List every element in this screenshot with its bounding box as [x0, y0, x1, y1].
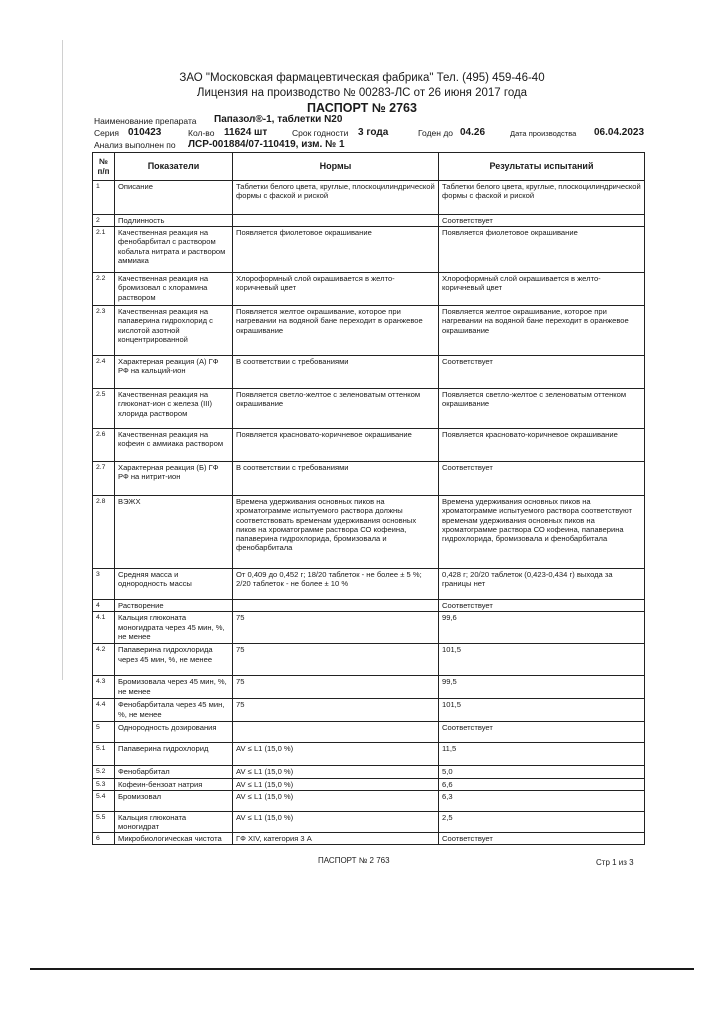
table-row	[93, 600, 645, 612]
cell-norm: AV ≤ L1 (15,0 %)	[233, 811, 439, 832]
cell-indicator: Подлинность	[115, 215, 233, 227]
cell-result: Соответствует	[439, 462, 645, 496]
prod-label: Дата производства	[510, 129, 577, 138]
cell-num: 2.8	[93, 496, 115, 569]
cell-result: Соответствует	[439, 600, 645, 612]
cell-norm	[233, 215, 439, 227]
cell-indicator: Бромизовала через 45 мин, %, не менее	[115, 676, 233, 699]
cell-num: 2.2	[93, 273, 115, 306]
table-row	[93, 181, 645, 215]
drug-value: Папазол®-1, таблетки N20	[214, 114, 343, 125]
cell-result: 99,6	[439, 612, 645, 644]
table-row	[93, 790, 645, 811]
cell-result: Соответствует	[439, 215, 645, 227]
cell-norm: AV ≤ L1 (15,0 %)	[233, 766, 439, 778]
cell-indicator: Характерная реакция (А) ГФ РФ на кальций-ион	[115, 356, 233, 389]
cell-indicator: Кофеин-бензоат натрия	[115, 778, 233, 790]
cell-num: 2.3	[93, 306, 115, 356]
table-row	[93, 743, 645, 766]
analysis-value: ЛСР-001884/07-110419, изм. № 1	[188, 139, 345, 150]
table-row	[93, 389, 645, 429]
qty-label: Кол-во	[188, 128, 215, 138]
cell-indicator: Фенобарбитал	[115, 766, 233, 778]
cell-norm: AV ≤ L1 (15,0 %)	[233, 778, 439, 790]
cell-norm: ГФ XIV, категория 3 А	[233, 833, 439, 845]
table-row	[93, 227, 645, 273]
table-row	[93, 699, 645, 722]
table-row	[93, 356, 645, 389]
license-line: Лицензия на производство № 00283-ЛС от 26 июня 2017 года	[196, 87, 528, 99]
cell-num: 5.1	[93, 743, 115, 766]
cell-indicator: Кальция глюконата моногидрата через 45 мин, %, не менее	[115, 612, 233, 644]
cell-indicator: Бромизовал	[115, 790, 233, 811]
cell-num: 5.2	[93, 766, 115, 778]
table-row	[93, 766, 645, 778]
shelf-label: Срок годности	[292, 128, 349, 138]
series-label: Серия	[94, 128, 119, 138]
cell-indicator: Качественная реакция на папаверина гидрохлорид с кислотой азотной концентрированной	[115, 306, 233, 356]
cell-indicator: Папаверина гидрохлорид	[115, 743, 233, 766]
cell-result: 101,5	[439, 699, 645, 722]
drug-label: Наименование препарата	[94, 116, 197, 126]
analysis-label: Анализ выполнен по	[94, 140, 176, 150]
cell-indicator: Качественная реакция на бромизовал с хлорамина раствором	[115, 273, 233, 306]
table-row	[93, 811, 645, 832]
table-row	[93, 644, 645, 676]
cell-indicator: Средняя масса и однородность массы	[115, 569, 233, 600]
table-row	[93, 273, 645, 306]
cell-result: Времена удерживания основных пиков на хроматограмме испытуемого раствора соответствуют временам удерживания основных пиков на хроматограмме раствора СО кофеина, папаверина гидрохлорида, бромизовала и фенобарбитала	[439, 496, 645, 569]
cell-result: 11,5	[439, 743, 645, 766]
passport-table	[92, 152, 645, 845]
table-row	[93, 722, 645, 743]
cell-num: 2.5	[93, 389, 115, 429]
cell-norm: Появляется красновато-коричневое окрашивание	[233, 429, 439, 462]
cell-result: Соответствует	[439, 356, 645, 389]
cell-num: 1	[93, 181, 115, 215]
cell-num: 3	[93, 569, 115, 600]
cell-num: 4.3	[93, 676, 115, 699]
cell-result: Хлороформный слой окрашивается в желто-коричневый цвет	[439, 273, 645, 306]
valid-value: 04.26	[460, 127, 486, 138]
cell-result: Появляется желтое окрашивание, которое при нагревании на водяной бане переходит в оранжевое окрашивание	[439, 306, 645, 356]
cell-result: 99,5	[439, 676, 645, 699]
cell-result: Таблетки белого цвета, круглые, плоскоцилиндрической формы с фаской и риской	[439, 181, 645, 215]
cell-num: 4.4	[93, 699, 115, 722]
cell-norm: Появляется желтое окрашивание, которое при нагревании на водяной бане переходит в оранжевое окрашивание	[233, 306, 439, 356]
cell-num: 4.1	[93, 612, 115, 644]
cell-result: Появляется светло-желтое с зеленоватым оттенком окрашивание	[439, 389, 645, 429]
cell-indicator: Описание	[115, 181, 233, 215]
cell-norm: Появляется фиолетовое окрашивание	[233, 227, 439, 273]
col-header-indicator: Показатели	[115, 153, 233, 181]
cell-result: 0,428 г; 20/20 таблеток (0,423-0,434 г) выхода за границы нет	[439, 569, 645, 600]
cell-num: 6	[93, 833, 115, 845]
valid-label: Годен до	[418, 128, 454, 138]
cell-norm: 75	[233, 644, 439, 676]
cell-indicator: ВЭЖХ	[115, 496, 233, 569]
cell-norm: 75	[233, 699, 439, 722]
cell-num: 5	[93, 722, 115, 743]
cell-num: 2.7	[93, 462, 115, 496]
cell-norm: Времена удерживания основных пиков на хроматограмме испытуемого раствора должны соответствовать временам удерживания основных пиков на хроматограмме раствора СО кофеина, папаверина гидрохлорида, бромизовала и фенобарбитала	[233, 496, 439, 569]
cell-norm: Таблетки белого цвета, круглые, плоскоцилиндрической формы с фаской и риской	[233, 181, 439, 215]
series-value: 010423	[128, 127, 162, 138]
cell-num: 4	[93, 600, 115, 612]
cell-indicator: Фенобарбитала через 45 мин, %, не менее	[115, 699, 233, 722]
cell-norm: 75	[233, 612, 439, 644]
cell-indicator: Папаверина гидрохлорида через 45 мин, %, не менее	[115, 644, 233, 676]
cell-norm: AV ≤ L1 (15,0 %)	[233, 790, 439, 811]
cell-indicator: Качественная реакция на кофеин с аммиака раствором	[115, 429, 233, 462]
cell-norm	[233, 722, 439, 743]
cell-result: Появляется фиолетовое окрашивание	[439, 227, 645, 273]
scan-bottom-edge	[30, 968, 694, 970]
table-row	[93, 306, 645, 356]
table-row	[93, 429, 645, 462]
cell-result: 6,6	[439, 778, 645, 790]
cell-norm: В соответствии с требованиями	[233, 356, 439, 389]
cell-num: 2.6	[93, 429, 115, 462]
table-row	[93, 833, 645, 845]
cell-norm: В соответствии с требованиями	[233, 462, 439, 496]
cell-norm: Появляется светло-желтое с зеленоватым оттенком окрашивание	[233, 389, 439, 429]
cell-result: 5,0	[439, 766, 645, 778]
cell-indicator: Качественная реакция на фенобарбитал с раствором кобальта нитрата и раствором аммиака	[115, 227, 233, 273]
cell-norm: 75	[233, 676, 439, 699]
cell-num: 2.1	[93, 227, 115, 273]
cell-num: 5.4	[93, 790, 115, 811]
cell-norm: AV ≤ L1 (15,0 %)	[233, 743, 439, 766]
cell-result: Соответствует	[439, 722, 645, 743]
cell-norm: Хлороформный слой окрашивается в желто-коричневый цвет	[233, 273, 439, 306]
cell-indicator: Качественная реакция на глюконат-ион с железа (III) хлорида раствором	[115, 389, 233, 429]
cell-indicator: Микробиологическая чистота	[115, 833, 233, 845]
table-row	[93, 215, 645, 227]
table-row	[93, 496, 645, 569]
company-line: ЗАО "Московская фармацевтическая фабрика" Тел. (495) 459-46-40	[179, 72, 545, 84]
col-header-num: № п/п	[93, 153, 115, 181]
cell-result: 6,3	[439, 790, 645, 811]
cell-norm: От 0,409 до 0,452 г; 18/20 таблеток - не более ± 5 %; 2/20 таблеток - не более ± 10 %	[233, 569, 439, 600]
cell-indicator: Однородность дозирования	[115, 722, 233, 743]
footer-passport-ref: ПАСПОРТ № 2 763	[318, 856, 390, 865]
cell-result: Соответствует	[439, 833, 645, 845]
cell-result: Появляется красновато-коричневое окрашивание	[439, 429, 645, 462]
qty-value: 11624 шт	[224, 127, 268, 138]
cell-result: 2,5	[439, 811, 645, 832]
cell-num: 5.5	[93, 811, 115, 832]
footer-page-label: Стр 1 из 3	[596, 858, 634, 867]
table-row	[93, 569, 645, 600]
table-row	[93, 778, 645, 790]
cell-norm	[233, 600, 439, 612]
prod-value: 06.04.2023	[594, 127, 645, 138]
shelf-value: 3 года	[358, 127, 389, 138]
cell-indicator: Растворение	[115, 600, 233, 612]
table-header-row	[93, 153, 645, 181]
table-row	[93, 612, 645, 644]
cell-indicator: Кальция глюконата моногидрат	[115, 811, 233, 832]
cell-num: 2	[93, 215, 115, 227]
table-row	[93, 676, 645, 699]
table-row	[93, 462, 645, 496]
cell-num: 2.4	[93, 356, 115, 389]
cell-num: 5.3	[93, 778, 115, 790]
scan-edge-shadow	[62, 40, 63, 680]
col-header-norm: Нормы	[233, 153, 439, 181]
cell-indicator: Характерная реакция (Б) ГФ РФ на нитрит-ион	[115, 462, 233, 496]
cell-result: 101,5	[439, 644, 645, 676]
col-header-result: Результаты испытаний	[439, 153, 645, 181]
cell-num: 4.2	[93, 644, 115, 676]
passport-title: ПАСПОРТ № 2763	[307, 101, 417, 115]
